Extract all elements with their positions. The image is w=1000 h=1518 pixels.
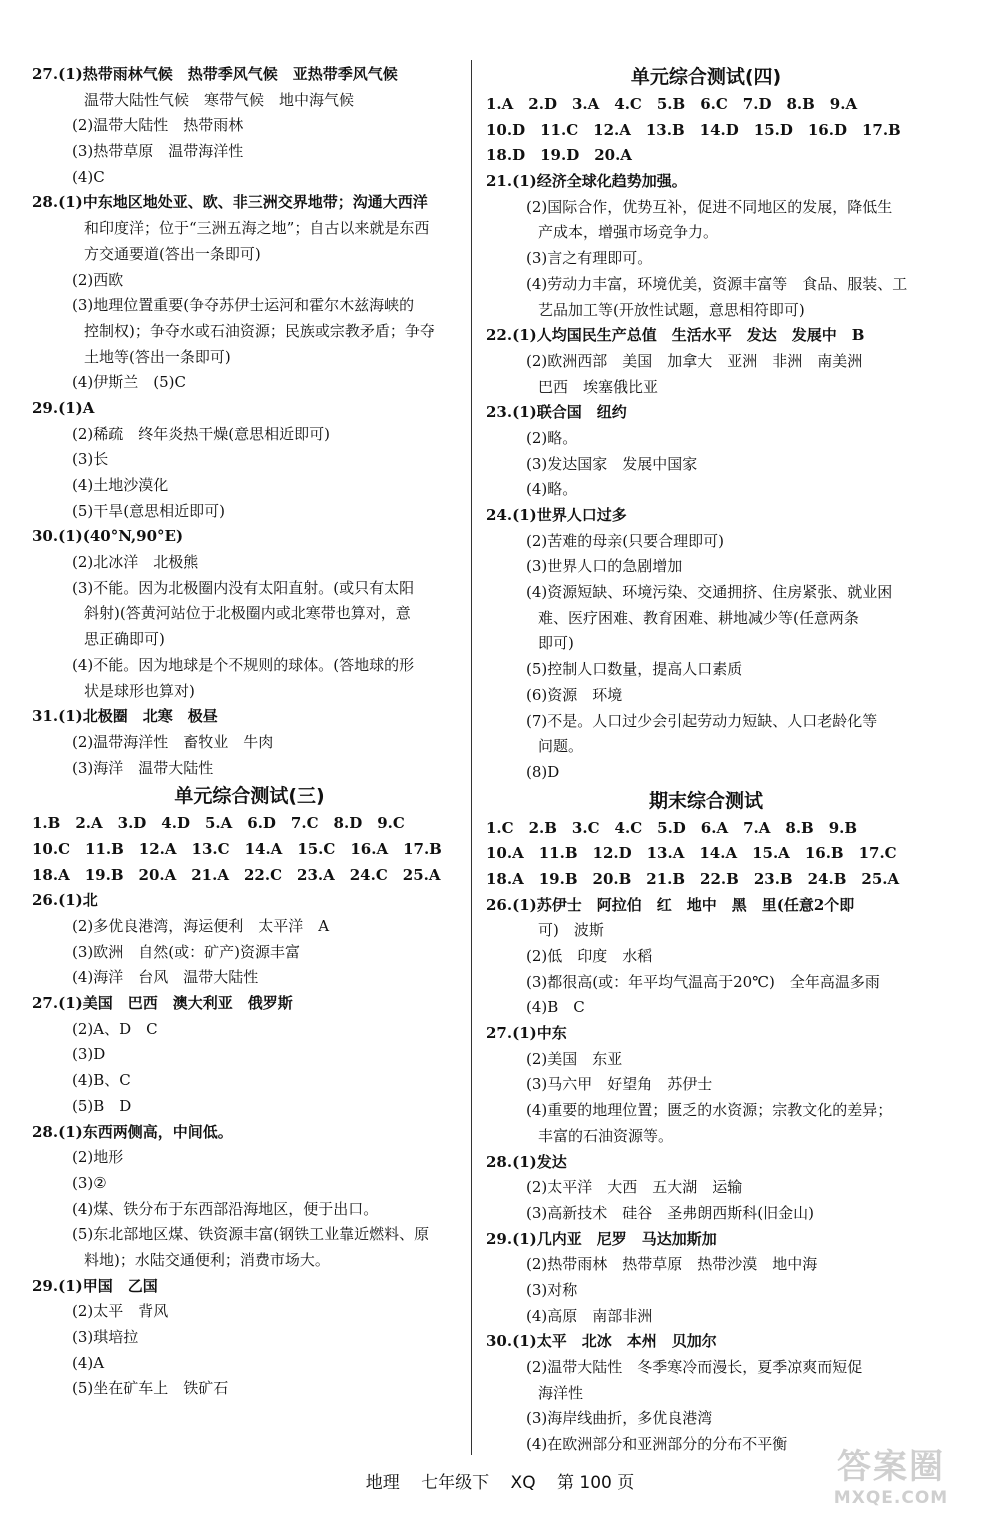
answer-line: (2)A、D C (72, 1019, 158, 1038)
answer-line: 22.(1)人均国民生产总值 生活水平 发达 发展中 B (486, 326, 865, 345)
answer-line: (4)略。 (526, 480, 578, 499)
answer-line: 问题。 (538, 737, 584, 756)
answer-line: (2)太平洋 大西 五大湖 运输 (526, 1178, 743, 1197)
answer-line: 30.(1)太平 北冰 本州 贝加尔 (486, 1332, 717, 1351)
answer-line: (2)美国 东亚 (526, 1049, 623, 1068)
answer-line: 即可) (538, 634, 574, 653)
answer-line: (2)温带海洋性 畜牧业 牛肉 (72, 732, 274, 751)
answer-line: (4)C (72, 167, 105, 186)
answer-line: (4)土地沙漠化 (72, 476, 169, 494)
answer-line: 温带大陆性气候 寒带气候 地中海气候 (84, 90, 355, 109)
answer-line: 18.D 19.D 20.A (486, 146, 632, 165)
answer-line: 10.D 11.C 12.A 13.B 14.D 15.D 16.D 17.B (486, 120, 901, 139)
right-column (486, 62, 926, 1458)
answer-line: (2)苦难的母亲(只要合理即可) (526, 531, 724, 550)
answer-line: (4)B、C (72, 1071, 131, 1090)
answer-line: (3)D (72, 1045, 106, 1064)
answer-line: 28.(1)发达 (486, 1152, 567, 1171)
answer-line: (3)对称 (526, 1280, 578, 1299)
answer-line: (5)B D (72, 1096, 132, 1115)
answer-line: (6)资源 环境 (526, 685, 623, 704)
answer-line: (4)高原 南部非洲 (526, 1306, 653, 1325)
answer-line: (2)略。 (526, 428, 578, 447)
answer-line: (4)劳动力丰富，环境优美，资源丰富等 食品、服装、工 (526, 274, 908, 293)
answer-line: 23.(1)联合国 纽约 (486, 403, 627, 422)
answer-line: 产成本，增强市场竞争力。 (538, 223, 719, 242)
answer-line: (5)东北部地区煤、铁资源丰富(钢铁工业靠近燃料、原 (72, 1225, 430, 1244)
answer-line: (3)不能。因为北极圈内没有太阳直射。(或只有太阳 (72, 578, 415, 597)
answer-line: (2)国际合作，优势互补，促进不同地区的发展，降低生 (526, 197, 893, 216)
footer-page-number: 第 100 页 (556, 1473, 635, 1493)
left-column (32, 62, 467, 1402)
answer-line: (3)世界人口的急剧增加 (526, 557, 683, 576)
answer-line: (3)马六甲 好望角 苏伊士 (526, 1075, 713, 1094)
answer-line: (3)言之有理即可。 (526, 249, 653, 268)
answer-line: 27.(1)热带雨林气候 热带季风气候 亚热带季风气候 (32, 65, 398, 83)
answer-line: 28.(1)中东地区地处亚、欧、非三洲交界地带；沟通大西洋 (32, 193, 428, 212)
answer-line: 26.(1)苏伊士 阿拉伯 红 地中 黑 里(任意2个即 (486, 895, 855, 914)
answer-line: 26.(1)北 (32, 891, 98, 910)
answer-line: (3)高新技术 硅谷 圣弗朗西斯科(旧金山) (526, 1203, 814, 1222)
answer-line: (4)资源短缺、环境污染、交通拥挤、住房紧张、就业困 (526, 583, 893, 602)
answer-line: (7)不是。人口过少会引起劳动力短缺、人口老龄化等 (526, 711, 878, 730)
answer-line: (2)欧洲西部 美国 加拿大 亚洲 非洲 南美洲 (526, 351, 863, 370)
answer-line: (3)海洋 温带大陆性 (72, 758, 214, 777)
watermark-logo (796, 1439, 986, 1508)
answer-line: 难、医疗困难、教育困难、耕地减少等(任意两条 (538, 608, 859, 627)
answer-line: (2)稀疏 终年炎热干燥(意思相近即可) (72, 424, 330, 443)
answer-line: 30.(1)(40°N,90°E) (32, 527, 184, 546)
answer-line: 斜射)(答黄河站位于北极圈内或北寒带也算对，意 (84, 604, 411, 623)
answer-line: (3)热带草原 温带海洋性 (72, 142, 244, 161)
answer-line: (3)长 (72, 450, 109, 469)
answer-line: 1.A 2.D 3.A 4.C 5.B 6.C 7.D 8.B 9.A (486, 95, 858, 113)
answer-line: (2)热带雨林 热带草原 热带沙漠 地中海 (526, 1255, 818, 1274)
answer-line: (4)在欧洲部分和亚洲部分的分布不平衡 (526, 1435, 788, 1454)
answer-line: (5)干旱(意思相近即可) (72, 501, 225, 520)
column-divider (471, 60, 472, 1455)
answer-line: 27.(1)美国 巴西 澳大利亚 俄罗斯 (32, 994, 293, 1013)
answer-line: 27.(1)中东 (486, 1024, 567, 1043)
answer-line: 28.(1)东西两侧高，中间低。 (32, 1122, 233, 1141)
section-title: 单元综合测试(三) (174, 785, 325, 808)
answer-line: (3)都很高(或：年平均气温高于20℃) 全年高温多雨 (526, 972, 880, 991)
answer-line: (5)控制人口数量，提高人口素质 (526, 660, 743, 679)
answer-line: 18.A 19.B 20.A 21.A 22.C 23.A 24.C 25.A (32, 865, 441, 884)
answer-line: (2)地形 (72, 1148, 124, 1167)
answer-line: 1.C 2.B 3.C 4.C 5.D 6.A 7.A 8.B 9.B (486, 818, 858, 837)
answer-line: 29.(1)A (32, 398, 95, 417)
answer-line: (2)多优良港湾，海运便利 太平洋 A (72, 917, 330, 935)
answer-line: (2)北冰洋 北极熊 (72, 553, 199, 572)
answer-line: 29.(1)甲国 乙国 (32, 1276, 158, 1295)
answer-line: 海洋性 (538, 1383, 584, 1402)
answer-line: (4)不能。因为地球是个不规则的球体。(答地球的形 (72, 655, 415, 674)
answer-line: (4)伊斯兰 (5)C (72, 373, 186, 392)
answer-line: 艺品加工等(开放性试题，意思相符即可) (538, 300, 805, 319)
watermark-url: MXQE.COM (833, 1488, 949, 1508)
answer-line: (4)重要的地理位置；匮乏的水资源；宗教文化的差异； (526, 1101, 893, 1120)
footer-subject: 地理 (365, 1473, 400, 1493)
answer-line: (4)煤、铁分布于东西部沿海地区，便于出口。 (72, 1199, 379, 1218)
footer-grade: 七年级下 (421, 1473, 490, 1493)
answer-line: 巴西 埃塞俄比亚 (538, 377, 659, 396)
section-title: 单元综合测试(四) (630, 66, 782, 88)
answer-line: 18.A 19.B 20.B 21.B 22.B 23.B 24.B 25.A (486, 869, 900, 888)
answer-line: (3)地理位置重要(争夺苏伊士运河和霍尔木兹海峡的 (72, 296, 415, 315)
answer-line: (3)发达国家 发展中国家 (526, 454, 698, 473)
answer-line: 10.A 11.B 12.D 13.A 14.A 15.A 16.B 17.C (486, 844, 897, 863)
answer-line: 1.B 2.A 3.D 4.D 5.A 6.D 7.C 8.D 9.C (32, 814, 405, 833)
answer-line: 状是球形也算对) (84, 681, 195, 700)
answer-line: 丰富的石油资源等。 (538, 1126, 674, 1145)
answer-line: (2)温带大陆性 热带雨林 (72, 116, 244, 135)
answer-line: (3)② (72, 1173, 107, 1192)
answer-line: 29.(1)几内亚 尼罗 马达加斯加 (486, 1229, 717, 1248)
answer-line: 土地等(答出一条即可) (84, 347, 231, 366)
answer-line: 10.C 11.B 12.A 13.C 14.A 15.C 16.A 17.B (32, 839, 442, 858)
section-title: 期末综合测试 (648, 789, 763, 812)
answer-line: (3)琪培拉 (72, 1328, 139, 1346)
answer-line: (8)D (526, 762, 560, 781)
answer-line: 21.(1)经济全球化趋势加强。 (486, 172, 687, 191)
answer-line: 思正确即可) (84, 630, 165, 649)
answer-line: 方交通要道(答出一条即可) (84, 244, 261, 263)
answer-line: (4)B C (526, 998, 585, 1017)
watermark-title: 答案圈 (837, 1447, 945, 1487)
answer-line: (3)海岸线曲折，多优良港湾 (526, 1409, 713, 1428)
answer-line: 料地)；水陆交通便利；消费市场大。 (84, 1250, 330, 1269)
answer-line: (4)海洋 台风 温带大陆性 (72, 968, 259, 987)
answer-line: (4)A (72, 1353, 105, 1372)
answer-line: 控制权)；争夺水或石油资源；民族或宗教矛盾；争夺 (84, 321, 435, 340)
answer-line: (2)低 印度 水稻 (526, 947, 653, 965)
answer-line: (3)欧洲 自然(或：矿产)资源丰富 (72, 942, 300, 961)
answer-line: 24.(1)世界人口过多 (486, 506, 627, 524)
answer-line: (5)坐在矿车上 铁矿石 (72, 1379, 229, 1398)
footer-code: XQ (510, 1473, 536, 1493)
answer-line: (2)西欧 (72, 270, 124, 289)
answer-line: 和印度洋；位于“三洲五海之地”；自古以来就是东西 (84, 219, 430, 238)
answer-line: 可) 波斯 (538, 921, 604, 940)
answer-line: (2)太平 背风 (72, 1302, 169, 1321)
answer-line: 31.(1)北极圈 北寒 极昼 (32, 707, 218, 726)
answer-line: (2)温带大陆性 冬季寒冷而漫长，夏季凉爽而短促 (526, 1358, 863, 1376)
